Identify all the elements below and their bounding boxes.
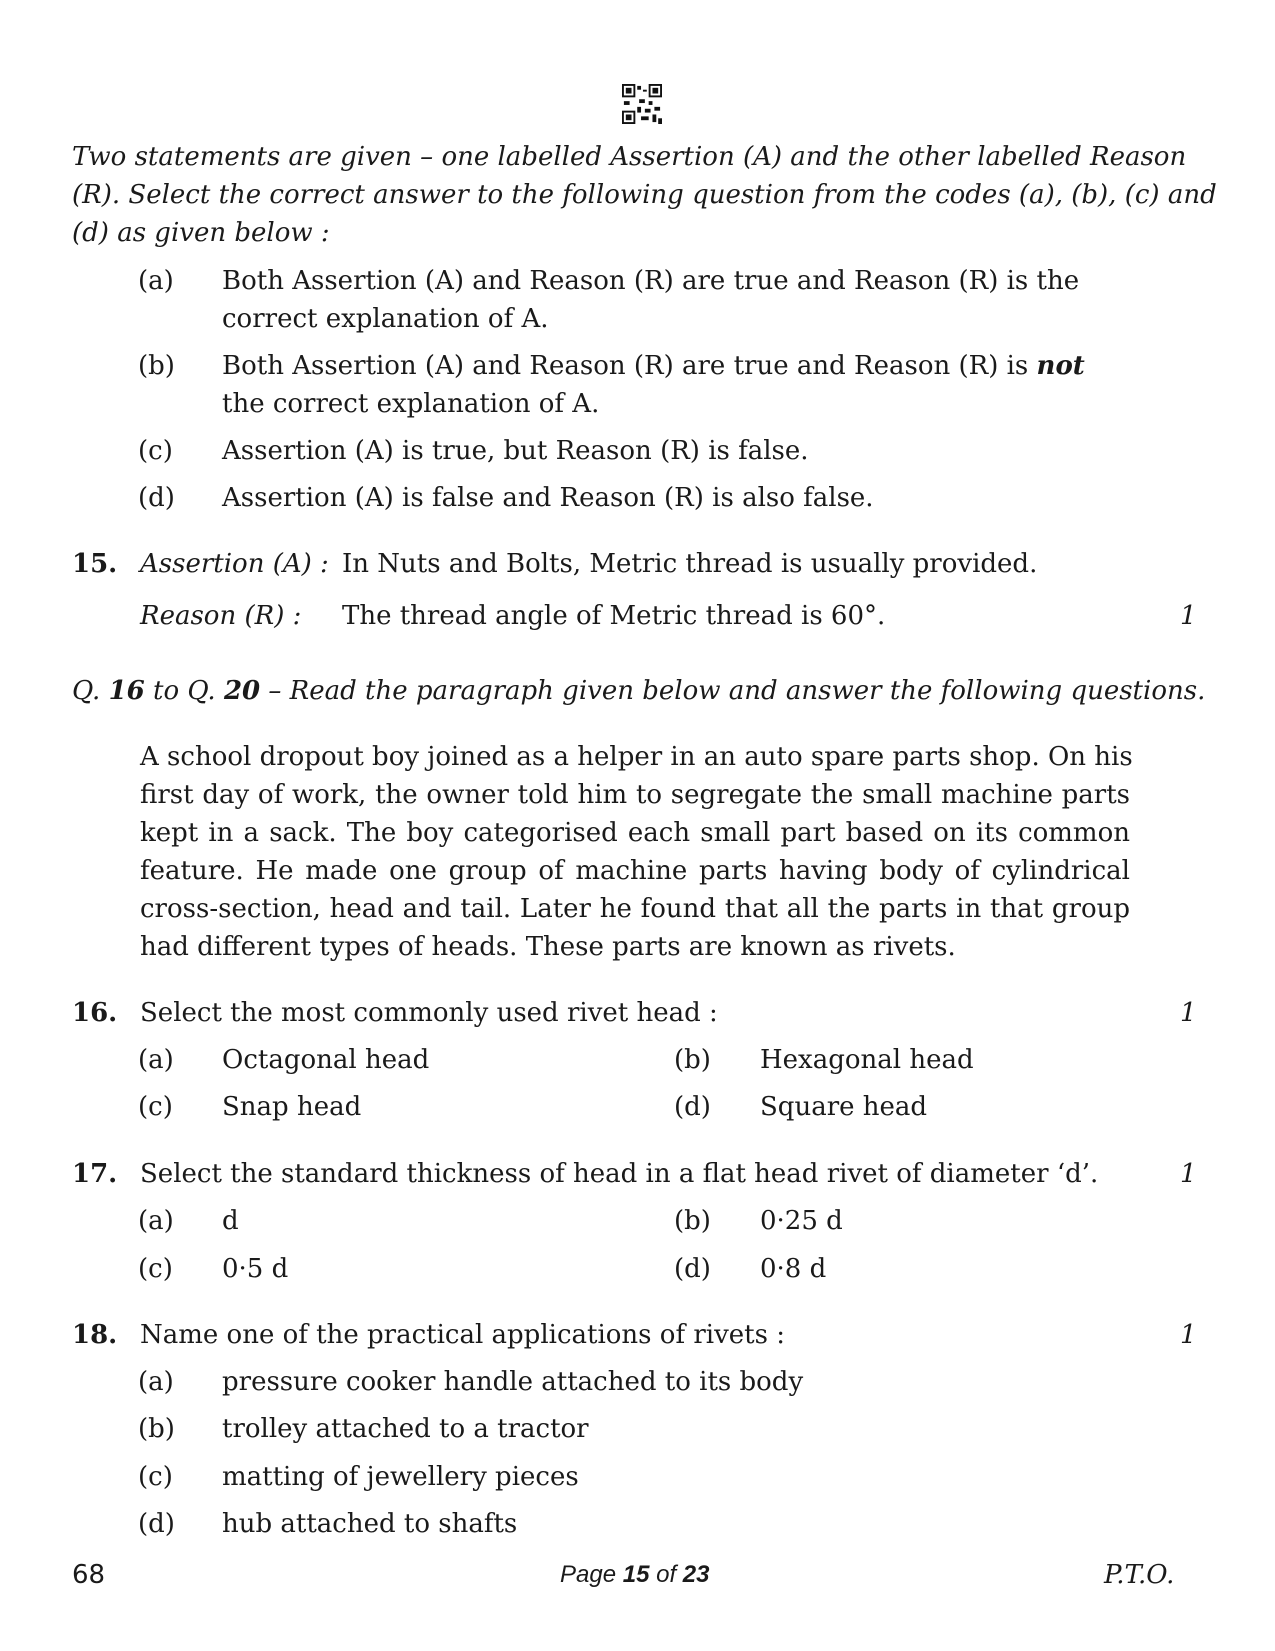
marks-q16: 1 [1180,998,1197,1028]
code-b-line-1 [222,347,1085,385]
code-c-text: Assertion (A) is true, but Reason (R) is false. [222,436,809,466]
page-number [560,1556,710,1594]
paragraph-line-4: feature. He made one group of machine parts having body of cylindrical [140,856,1130,886]
marks-q18: 1 [1180,1320,1197,1350]
section-instruction: – Read the paragraph given below and answer the following questions. [268,676,1206,706]
code-d-text: Assertion (A) is false and Reason (R) is also false. [222,483,874,513]
q17-option-d: 0·8 d [760,1254,827,1284]
q17-option-label-a: (a) [138,1206,174,1236]
code-label-d: (d) [138,483,175,513]
section-heading [72,672,1205,710]
code-label-b: (b) [138,351,175,381]
question-number-18: 18. [72,1320,118,1350]
marks-q17: 1 [1180,1159,1197,1189]
q18-option-label-b: (b) [138,1414,175,1444]
q18-option-b: trolley attached to a tractor [222,1414,589,1444]
q16-option-c: Snap head [222,1092,362,1122]
pto-label: P.T.O. [1104,1560,1175,1590]
q16-option-label-c: (c) [138,1092,173,1122]
q16-option-d: Square head [760,1092,928,1122]
q18-option-label-c: (c) [138,1462,173,1492]
q18-option-d: hub attached to shafts [222,1509,518,1539]
q18-option-label-a: (a) [138,1367,174,1397]
code-b-line-2: the correct explanation of A. [222,389,600,419]
q18-option-a: pressure cooker handle attached to its body [222,1367,804,1397]
q17-option-label-d: (d) [674,1254,711,1284]
intro-line-3: (d) as given below : [72,218,330,248]
q17-option-c: 0·5 d [222,1254,289,1284]
question-18-text: Name one of the practical applications of rivets : [140,1320,785,1350]
code-label-a: (a) [138,266,174,296]
question-number-15: 15. [72,549,118,579]
paragraph-line-5: cross-section, head and tail. Later he found that all the parts in that group [140,894,1130,924]
section-q-start: 16 [108,676,145,706]
page-total: 23 [682,1561,710,1588]
code-a-line-1: Both Assertion (A) and Reason (R) are true and Reason (R) is the [222,266,1080,296]
q16-option-label-a: (a) [138,1045,174,1075]
assertion-label: Assertion (A) : [140,549,329,579]
marks-q15: 1 [1180,601,1197,631]
code-b-line-1-text: Both Assertion (A) and Reason (R) are true and Reason (R) is [222,351,1029,381]
reason-label: Reason (R) : [140,601,302,631]
section-q-end: 20 [223,676,261,706]
q16-option-a: Octagonal head [222,1045,430,1075]
intro-line-2: (R). Select the correct answer to the following question from the codes (a), (b), (c) and [72,180,1217,210]
code-a-line-2: correct explanation of A. [222,304,549,334]
code-label-c: (c) [138,436,173,466]
section-to: to Q. [153,676,216,706]
reason-text: The thread angle of Metric thread is 60°. [342,601,886,631]
q18-option-label-d: (d) [138,1509,175,1539]
page-prefix: Page [560,1561,617,1588]
q16-option-b: Hexagonal head [760,1045,974,1075]
q16-option-label-b: (b) [674,1045,711,1075]
question-16-text: Select the most commonly used rivet head : [140,998,718,1028]
q17-option-label-c: (c) [138,1254,173,1284]
q18-option-c: matting of jewellery pieces [222,1462,579,1492]
question-17-text: Select the standard thickness of head in a flat head rivet of diameter ‘d’. [140,1159,1099,1189]
q17-option-b: 0·25 d [760,1206,843,1236]
qr-code-icon [622,84,662,124]
question-number-16: 16. [72,998,118,1028]
q16-option-label-d: (d) [674,1092,711,1122]
paragraph-line-1: A school dropout boy joined as a helper in an auto spare parts shop. On his [140,742,1133,772]
paper-code: 68 [72,1560,106,1590]
q17-option-label-b: (b) [674,1206,711,1236]
question-number-17: 17. [72,1159,118,1189]
section-q-prefix: Q. [72,676,101,706]
intro-line-1: Two statements are given – one labelled Assertion (A) and the other labelled Reason [72,142,1187,172]
paragraph-line-6: had different types of heads. These parts are known as rivets. [140,932,956,962]
assertion-text: In Nuts and Bolts, Metric thread is usually provided. [342,549,1038,579]
page-current: 15 [622,1561,650,1588]
paragraph-line-2: first day of work, the owner told him to segregate the small machine parts [140,780,1130,810]
page-of: of [656,1561,677,1588]
q17-option-a: d [222,1206,239,1236]
code-b-emphasis: not [1036,351,1085,381]
paragraph-line-3: kept in a sack. The boy categorised each small part based on its common [140,818,1130,848]
